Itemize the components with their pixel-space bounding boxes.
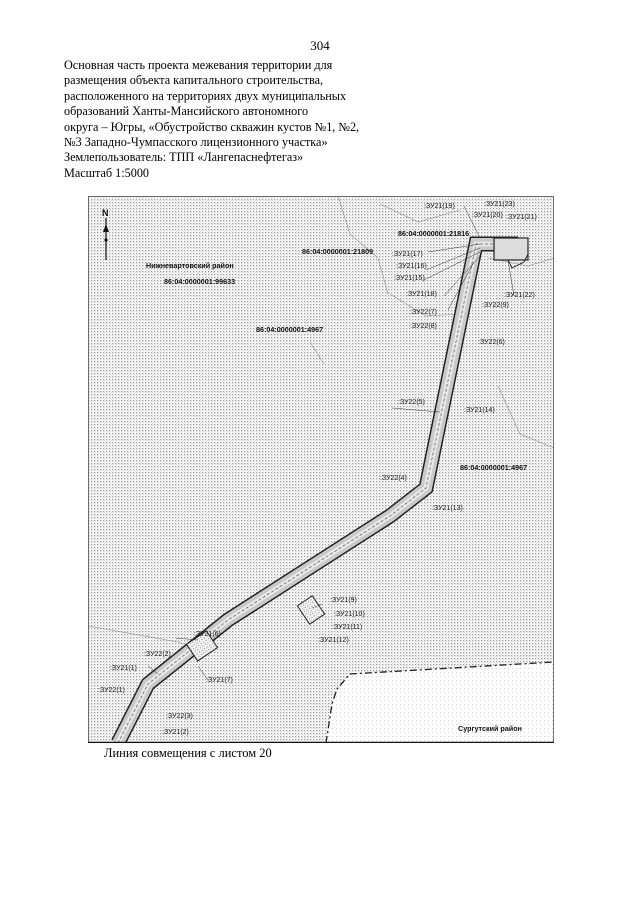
land-user-line: Землепользователь: ТПП «Лангепаснефтегаз» — [64, 150, 304, 165]
scale-line: Масштаб 1:5000 — [64, 165, 150, 180]
plot-label: :ЗУ21(7) — [206, 677, 233, 684]
plot-label: :ЗУ21(23) — [484, 201, 515, 208]
north-letter: N — [102, 208, 109, 218]
plot-label: :ЗУ21(2) — [162, 729, 189, 736]
plot-label: :ЗУ22(7) — [410, 309, 437, 316]
plot-label: :ЗУ21(6) — [194, 631, 221, 638]
plot-label: :ЗУ21(21) — [506, 214, 537, 221]
plot-label: :ЗУ21(10) — [334, 611, 365, 618]
plot-label: :ЗУ21(19) — [424, 203, 455, 210]
plot-label: :ЗУ21(14) — [464, 407, 495, 414]
plot-label: :ЗУ21(1) — [110, 665, 137, 672]
district-label-surgut: Сургутский район — [458, 724, 522, 733]
plot-label: :ЗУ21(17) — [392, 251, 423, 258]
cadastral-map — [88, 196, 554, 743]
document-header — [64, 58, 424, 181]
plot-label: :ЗУ21(11) — [332, 624, 363, 631]
page-number: 304 — [310, 38, 330, 53]
header-line: округа – Югры, «Обустройство скважин кустов №1, №2, — [64, 119, 360, 134]
plot-label: :ЗУ22(2) — [144, 651, 171, 658]
plot-label: :ЗУ22(3) — [166, 713, 193, 720]
plot-label: :ЗУ22(9) — [482, 302, 509, 309]
alignment-line-caption: Линия совмещения с листом 20 — [104, 746, 272, 760]
header-line: Основная часть проекта межевания территории для — [64, 58, 333, 72]
cadastral-number: 86:04:0000001:21816 — [398, 229, 470, 238]
plot-label: :ЗУ21(12) — [318, 637, 349, 644]
header-line: образований Ханты-Мансийского автономного — [64, 104, 309, 119]
plot-label: :ЗУ21(15) — [394, 275, 425, 282]
plot-label: :ЗУ22(4) — [380, 475, 407, 482]
cadastral-number: 86:04:0000001:4967 — [256, 325, 324, 334]
cadastral-number: 86:04:0000001:4967 — [460, 463, 528, 472]
plot-label: :ЗУ22(8) — [410, 323, 437, 330]
plot-label: :ЗУ22(6) — [478, 339, 505, 346]
plot-label: :ЗУ21(20) — [472, 212, 503, 219]
plot-label: :ЗУ22(1) — [98, 687, 125, 694]
cadastral-number: 86:04:0000001:99633 — [164, 277, 236, 286]
plot-label: :ЗУ21(9) — [330, 597, 357, 604]
header-line: размещения объекта капитального строительства, — [64, 73, 324, 88]
plot-label: :ЗУ21(18) — [406, 291, 437, 298]
cadastral-number: 86:04:0000001:21809 — [302, 247, 374, 256]
plot-label: :ЗУ22(5) — [398, 399, 425, 406]
district-label-nizhnevartovsk: Нижневартовский район — [146, 261, 234, 270]
plot-label: :ЗУ21(13) — [432, 505, 463, 512]
plot-label: :ЗУ21(16) — [396, 263, 427, 270]
header-line: №3 Западно-Чумпасского лицензионного участка» — [64, 135, 328, 150]
header-line: расположенного на территориях двух муниципальных — [64, 88, 347, 103]
plot-label: :ЗУ21(22) — [504, 292, 535, 299]
